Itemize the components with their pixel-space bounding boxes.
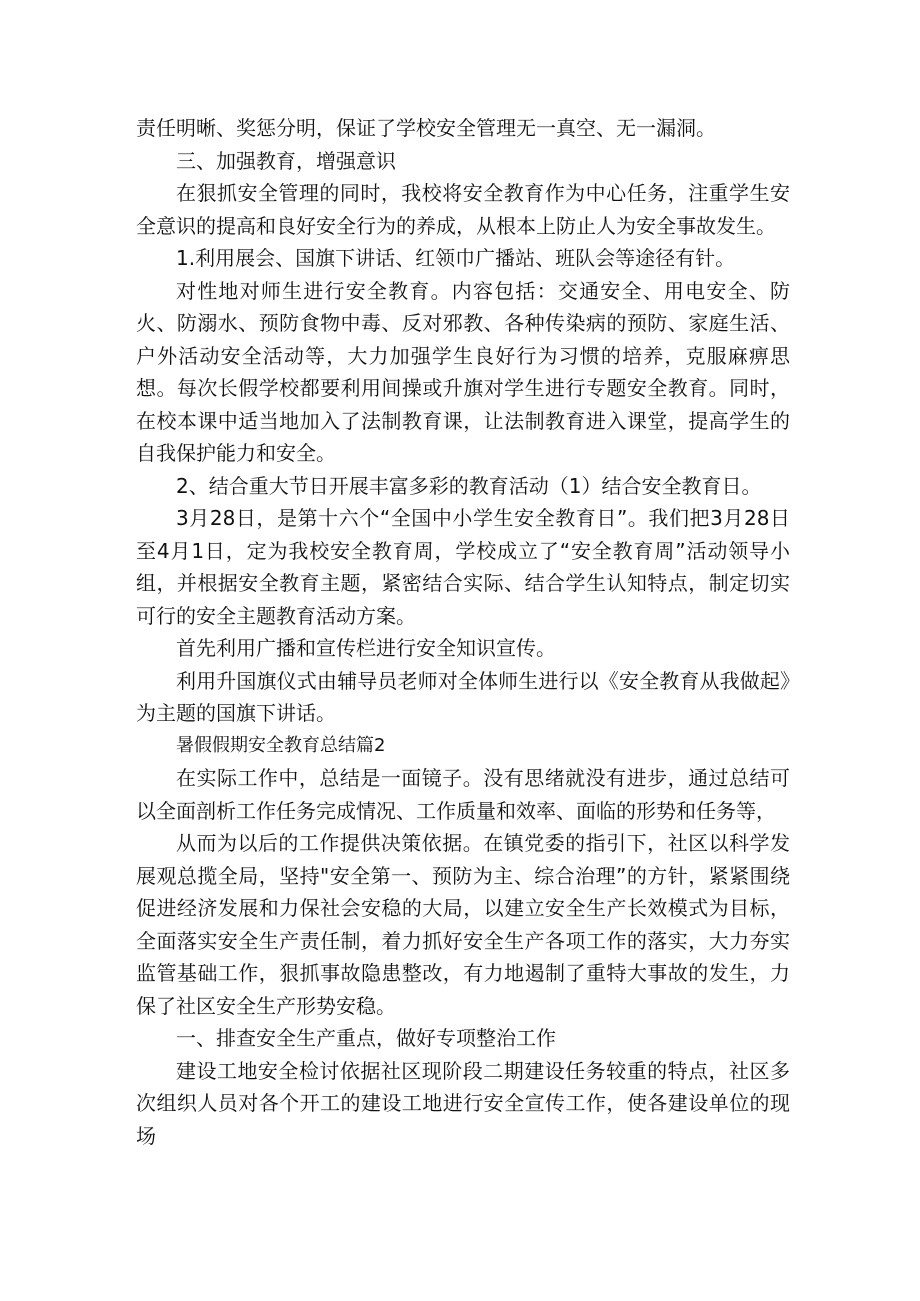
paragraph: 首先利用广播和宣传栏进行安全知识宣传。 xyxy=(176,636,556,660)
document-page xyxy=(136,112,790,1152)
paragraph: 1.利用展会、国旗下讲话、红领巾广播站、班队会等途径有针。 xyxy=(176,246,736,270)
paragraph: 3月28日，是第十六个“全国中小学生安全教育日”。我们把3月28日至4月1日，定为我校安全教育周，学校成立了“安全教育周”活动领导小组，并根据安全教育主题，紧密结合实际、结合学生认知特点，制定切实可行的安全主题教育活动方案。 xyxy=(136,506,790,628)
paragraph: 在狠抓安全管理的同时，我校将安全教育作为中心任务，注重学生安全意识的提高和良好安全行为的养成，从根本上防止人为安全事故发生。 xyxy=(136,181,790,238)
article-subtitle: 暑假假期安全教育总结篇2 xyxy=(176,734,386,756)
paragraph: 建设工地安全检讨依据社区现阶段二期建设任务较重的特点，社区多次组织人员对各个开工的建设工地进行安全宣传工作，使各建设单位的现场 xyxy=(136,1058,790,1148)
paragraph: 对性地对师生进行安全教育。内容包括：交通安全、用电安全、防火、防溺水、预防食物中毒、反对邪教、各种传染病的预防、家庭生活、户外活动安全活动等，大力加强学生良好行为习惯的培养，克服麻痹思想。每次长假学校都要利用间操或升旗对学生进行专题安全教育。同时，在校本课中适当地加入了法制教育课，让法制教育进入课堂，提高学生的自我保护能力和安全。 xyxy=(136,278,790,465)
section-heading-1: 一、排查安全生产重点，做好专项整治工作 xyxy=(176,1026,556,1050)
paragraph-continuation: 责任明晰、奖惩分明，保证了学校安全管理无一真空、无一漏洞。 xyxy=(136,116,716,140)
paragraph: 从而为以后的工作提供决策依据。在镇党委的指引下，社区以科学发展观总揽全局，坚持"安全第一、预防为主、综合治理”的方针，紧紧围绕促进经济发展和力保社会安稳的大局，以建立安全生产长效模式为目标，全面落实安全生产责任制，着力抓好安全生产各项工作的落实，大力夯实监管基础工作，狠抓事故隐患整改，有力地遏制了重特大事故的发生，力保了社区安全生产形势安稳。 xyxy=(136,831,790,1018)
section-heading-3: 三、加强教育，增强意识 xyxy=(176,148,396,173)
paragraph: 利用升国旗仪式由辅导员老师对全体师生进行以《安全教育从我做起》为主题的国旗下讲话。 xyxy=(136,668,790,725)
paragraph: 2、结合重大节日开展丰富多彩的教育活动（1）结合安全教育日。 xyxy=(176,473,762,498)
paragraph: 在实际工作中，总结是一面镜子。没有思绪就没有进步，通过总结可以全面剖析工作任务完成情况、工作质量和效率、面临的形势和任务等， xyxy=(136,766,790,823)
